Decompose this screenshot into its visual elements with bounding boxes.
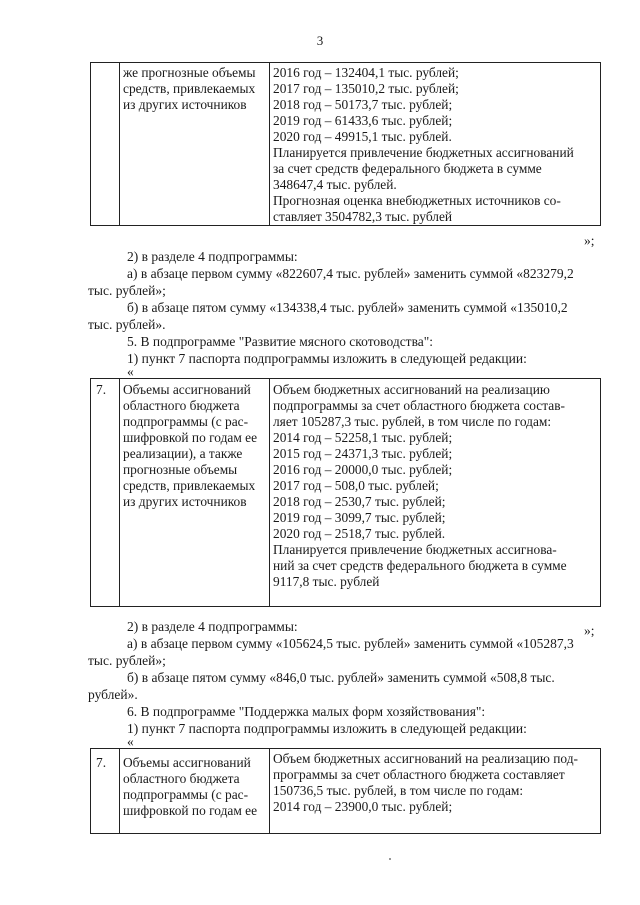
table2-num-cell: 7. (91, 379, 120, 607)
table2-label-line: средств, привлекаемых (123, 478, 256, 493)
passport-table-small-farms (90, 748, 601, 834)
opening-quote: « (127, 364, 134, 379)
closing-quote: »; (584, 623, 595, 638)
table2-label-line: прогнозные объемы (123, 462, 238, 477)
table2-content-line: 2016 год – 20000,0 тыс. рублей; (273, 462, 453, 477)
paragraph: тыс. рублей». (88, 317, 166, 332)
table2-label-line: подпрограммы (с рас- (123, 414, 249, 429)
table2-content-line: 2020 год – 2518,7 тыс. рублей. (273, 526, 446, 541)
table3-content-line: Объем бюджетных ассигнований на реализацию под- (273, 751, 578, 766)
table3-label-line: подпрограммы (с рас- (123, 787, 249, 802)
table3-content-line: программы за счет областного бюджета составляет (273, 767, 565, 782)
table1-label-line: средств, привлекаемых (123, 81, 256, 96)
scan-speck (389, 858, 391, 860)
table2-content-line: ний за счет средств федерального бюджета в сумме (273, 558, 567, 573)
table3-content-line: 150736,5 тыс. рублей, в том числе по годам: (273, 783, 524, 798)
table1-label-line: из других источников (123, 97, 247, 112)
table2-label-line: из других источников (123, 494, 247, 509)
table1-content-line: 2017 год – 135010,2 тыс. рублей; (273, 81, 459, 96)
passport-table-meat-cattle (90, 378, 601, 607)
table2-content-line: Планируется привлечение бюджетных ассигнова- (273, 542, 557, 557)
table2-label-cell (120, 379, 270, 607)
paragraph: 5. В подпрограмме "Развитие мясного скотоводства": (127, 334, 434, 349)
paragraph: 1) пункт 7 паспорта подпрограммы изложить в следующей редакции: (127, 721, 527, 736)
paragraph: 6. В подпрограмме "Поддержка малых форм хозяйствования": (127, 704, 486, 719)
table1-content-line: Планируется привлечение бюджетных ассигнований (273, 145, 574, 160)
table1-content-line: Прогнозная оценка внебюджетных источников со- (273, 193, 561, 208)
table1-num-cell (91, 63, 120, 226)
table2-content-line: 2018 год – 2530,7 тыс. рублей; (273, 494, 446, 509)
table1-content-line: 2019 год – 61433,6 тыс. рублей; (273, 113, 453, 128)
paragraph: 2) в разделе 4 подпрограммы: (127, 619, 298, 634)
table2-content-line: ляет 105287,3 тыс. рублей, в том числе по годам: (273, 414, 552, 429)
paragraph: б) в абзаце пятом сумму «134338,4 тыс. рублей» заменить суммой «135010,2 (127, 300, 568, 315)
table2-label-line: областного бюджета (123, 398, 240, 413)
table3-content-line: 2014 год – 23900,0 тыс. рублей; (273, 799, 453, 814)
passport-table-continuation (90, 62, 601, 226)
table1-content-line: 2016 год – 132404,1 тыс. рублей; (273, 65, 459, 80)
table3-label-line: Объемы ассигнований (123, 755, 251, 770)
opening-quote: « (127, 734, 134, 749)
closing-quote: »; (584, 233, 595, 248)
table3-content-cell (270, 749, 601, 834)
paragraph: тыс. рублей»; (88, 283, 166, 298)
table3-num-cell: 7. (91, 749, 120, 834)
paragraph: а) в абзаце первом сумму «822607,4 тыс. рублей» заменить суммой «823279,2 (127, 266, 574, 281)
table1-label-line: же прогнозные объемы (123, 65, 256, 80)
table2-content-cell (270, 379, 601, 607)
table3-label-line: шифровкой по годам ее (123, 803, 258, 818)
paragraph: 2) в разделе 4 подпрограммы: (127, 249, 298, 264)
table3-label-cell (120, 749, 270, 834)
paragraph: тыс. рублей»; (88, 653, 166, 668)
table1-content-line: 2020 год – 49915,1 тыс. рублей. (273, 129, 452, 144)
table1-content-cell (270, 63, 601, 226)
table2-label-line: шифровкой по годам ее (123, 430, 258, 445)
paragraph: 1) пункт 7 паспорта подпрограммы изложить в следующей редакции: (127, 351, 527, 366)
paragraph: рублей». (88, 687, 138, 702)
table1-content-line: 348647,4 тыс. рублей. (273, 177, 397, 192)
paragraph: а) в абзаце первом сумму «105624,5 тыс. рублей» заменить суммой «105287,3 (127, 636, 574, 651)
table1-content-line: ставляет 3504782,3 тыс. рублей (273, 209, 453, 224)
table1-label-cell (120, 63, 270, 226)
table3-label-line: областного бюджета (123, 771, 240, 786)
table2-content-line: 2017 год – 508,0 тыс. рублей; (273, 478, 439, 493)
table2-content-line: 2014 год – 52258,1 тыс. рублей; (273, 430, 453, 445)
table2-label-line: Объемы ассигнований (123, 382, 251, 397)
table2-label-line: реализации), а также (123, 446, 243, 461)
table2-content-line: 2019 год – 3099,7 тыс. рублей; (273, 510, 446, 525)
paragraph: б) в абзаце пятом сумму «846,0 тыс. рублей» заменить суммой «508,8 тыс. (127, 670, 555, 685)
table1-content-line: 2018 год – 50173,7 тыс. рублей; (273, 97, 453, 112)
table2-content-line: подпрограммы за счет областного бюджета состав- (273, 398, 565, 413)
table2-content-line: Объем бюджетных ассигнований на реализацию (273, 382, 550, 397)
page-number: 3 (316, 33, 324, 48)
table2-content-line: 2015 год – 24371,3 тыс. рублей; (273, 446, 453, 461)
table2-content-line: 9117,8 тыс. рублей (273, 574, 380, 589)
table1-content-line: за счет средств федерального бюджета в сумме (273, 161, 542, 176)
